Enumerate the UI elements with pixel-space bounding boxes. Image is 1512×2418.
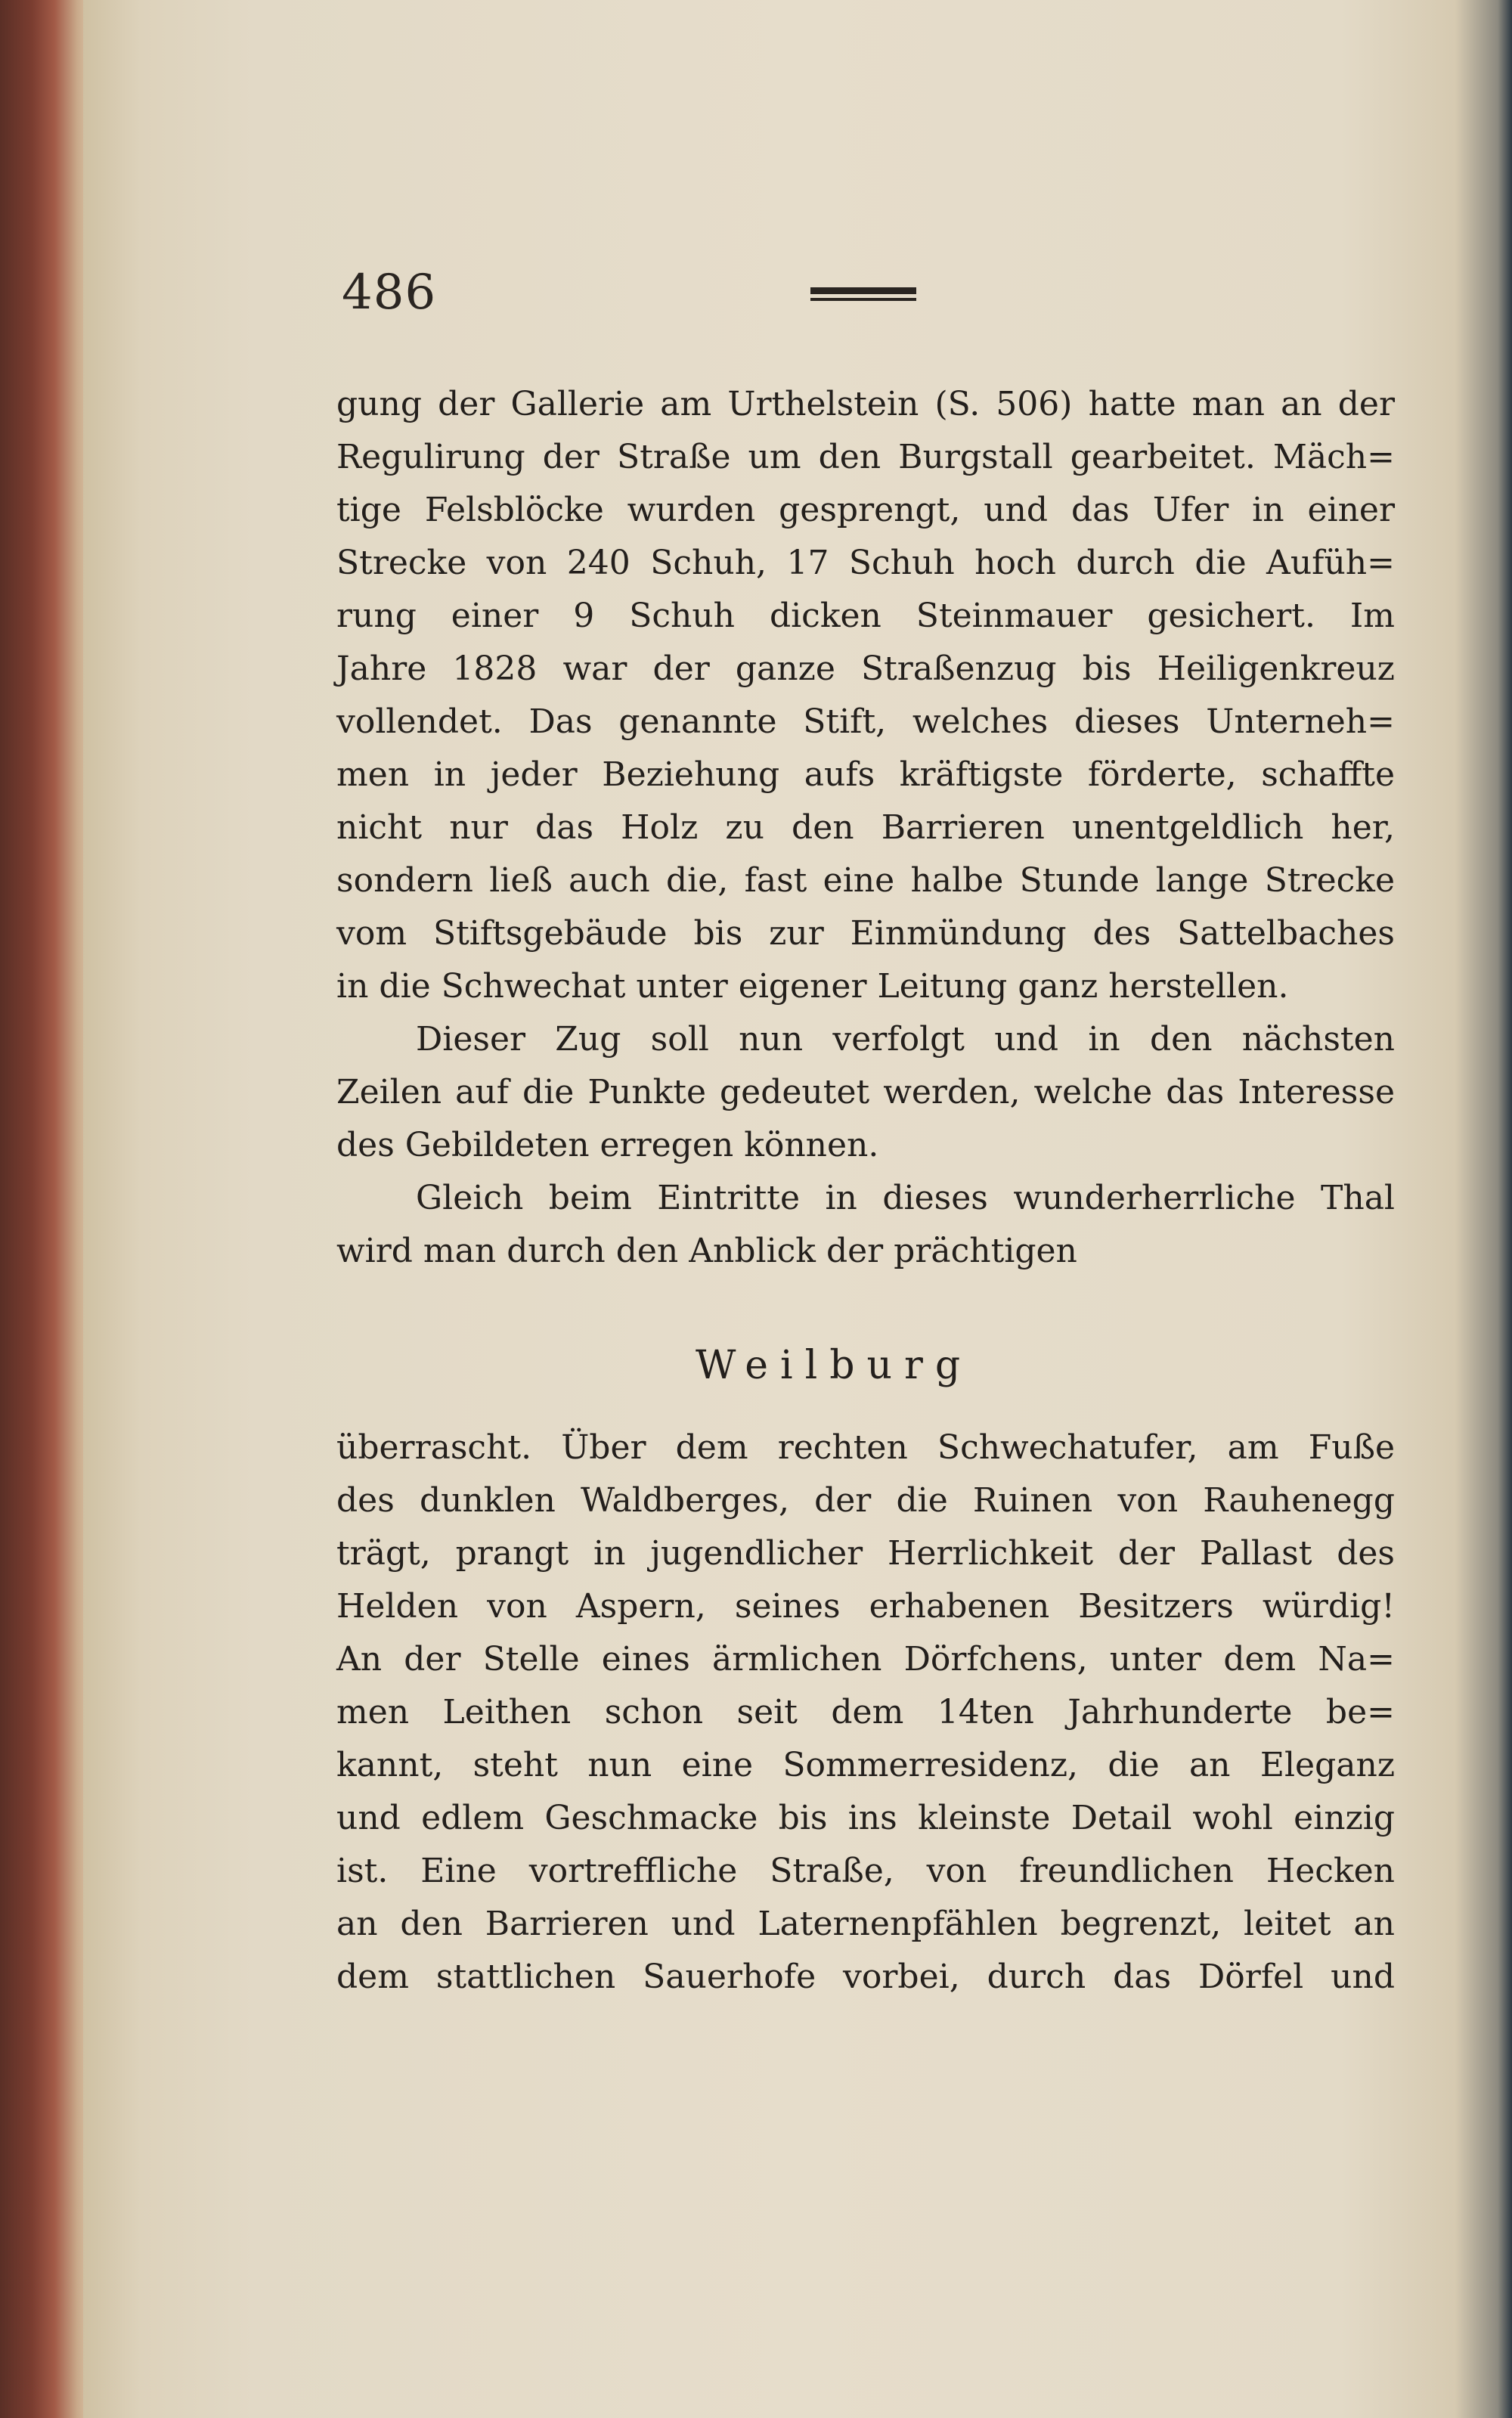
text-line: Dieser Zug soll nun verfolgt und in den nächsten [416, 1020, 1395, 1059]
text-line: dem stattlichen Sauerhofe vorbei, durch das Dörfel und [336, 1958, 1395, 1996]
text-line: überrascht. Über dem rechten Schwechatufer, am Fuße [336, 1428, 1395, 1467]
section-heading: Weilburg [696, 1343, 973, 1388]
paragraph [336, 378, 1395, 1013]
text-line: Regulirung der Straße um den Burgstall gearbeitet. Mäch= [336, 438, 1395, 476]
text-line: nicht nur das Holz zu den Barrieren unentgeldlich her, [336, 808, 1395, 847]
text-line: kannt, steht nun eine Sommerresidenz, die an Eleganz [336, 1746, 1395, 1784]
text-line: ist. Eine vortreffliche Straße, von freundlichen Hecken [336, 1852, 1395, 1890]
text-line: in die Schwechat unter eigener Leitung ganz herstellen. [336, 967, 1289, 1006]
text-line: sondern ließ auch die, fast eine halbe Stunde lange Strecke [336, 861, 1395, 900]
text-line: und edlem Geschmacke bis ins kleinste Detail wohl einzig [336, 1799, 1395, 1837]
text-line: an den Barrieren und Laternenpfählen begrenzt, leitet an [336, 1905, 1395, 1943]
text-line: rung einer 9 Schuh dicken Steinmauer gesichert. Im [336, 597, 1395, 635]
header-rule [810, 287, 916, 302]
text-line: Gleich beim Eintritte in dieses wunderherrliche Thal [416, 1179, 1395, 1217]
text-line: wird man durch den Anblick der prächtigen [336, 1232, 1077, 1270]
paragraph [336, 1172, 1395, 1278]
paragraph [336, 1421, 1395, 2004]
book-edge [0, 0, 91, 2418]
text-line: Zeilen auf die Punkte gedeutet werden, welche das Interesse [336, 1073, 1395, 1111]
text-line: trägt, prangt in jugendlicher Herrlichkeit der Pallast des [336, 1534, 1395, 1573]
text-line: Helden von Aspern, seines erhabenen Besitzers würdig! [336, 1587, 1395, 1626]
paragraph [336, 1013, 1395, 1172]
text-line: vollendet. Das genannte Stift, welches dieses Unterneh= [336, 702, 1395, 741]
page-header [342, 265, 1400, 333]
body-text-top [336, 378, 1395, 1278]
text-line: men Leithen schon seit dem 14ten Jahrhunderte be= [336, 1693, 1395, 1731]
text-line: Strecke von 240 Schuh, 17 Schuh hoch durch die Aufüh= [336, 544, 1395, 582]
text-line: An der Stelle eines ärmlichen Dörfchens, unter dem Na= [336, 1640, 1395, 1679]
text-line: vom Stiftsgebäude bis zur Einmündung des Sattelbaches [336, 914, 1395, 953]
text-line: des Gebildeten erregen können. [336, 1126, 879, 1164]
page-number: 486 [342, 265, 437, 321]
text-line: gung der Gallerie am Urthelstein (S. 506) hatte man an der [336, 385, 1395, 423]
text-line: tige Felsblöcke wurden gesprengt, und das Ufer in einer [336, 491, 1395, 529]
body-text-bottom [336, 1421, 1395, 2004]
text-line: men in jeder Beziehung aufs kräftigste förderte, schaffte [336, 755, 1395, 794]
text-line: des dunklen Waldberges, der die Ruinen von Rauhenegg [336, 1481, 1395, 1520]
text-line: Jahre 1828 war der ganze Straßenzug bis Heiligenkreuz [336, 649, 1395, 688]
